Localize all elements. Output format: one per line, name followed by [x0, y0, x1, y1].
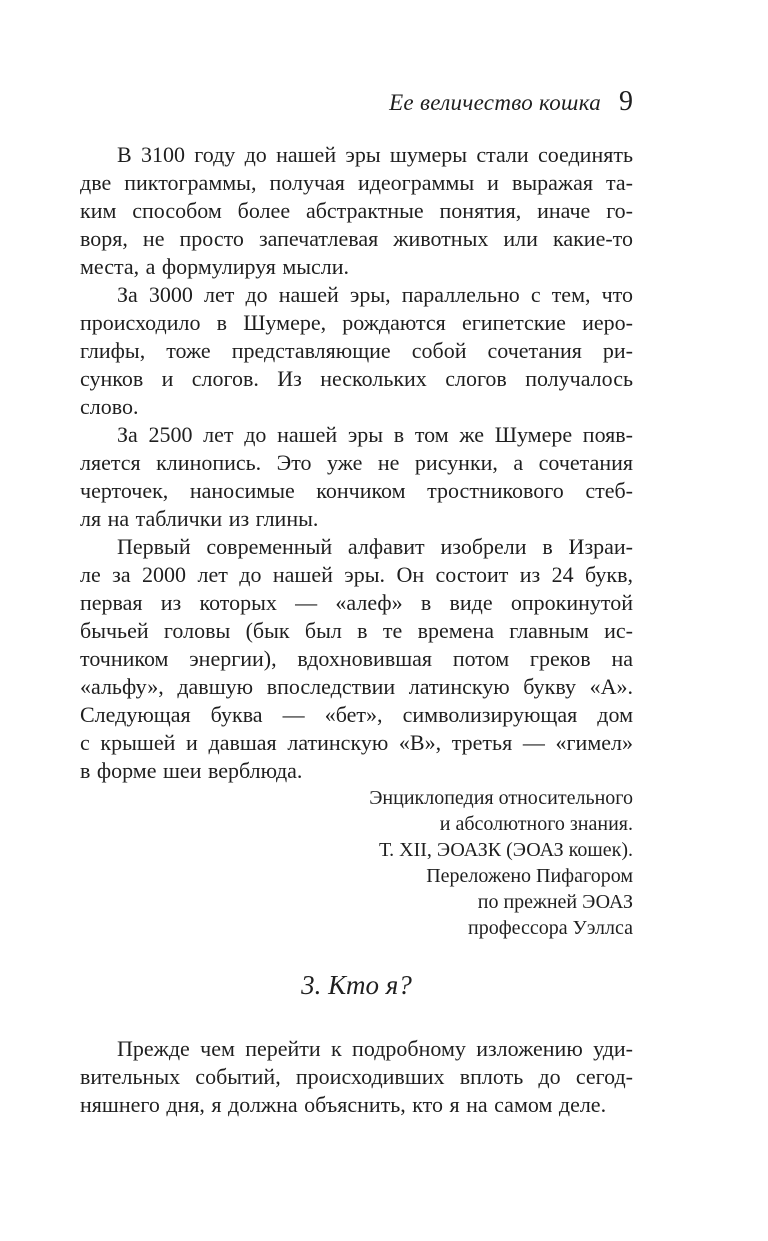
text-line: сунков и слогов. Из нескольких слогов получалось — [80, 366, 633, 391]
text-line: За 2500 лет до нашей эры в том же Шумере появ- — [117, 422, 633, 447]
paragraph — [80, 281, 633, 421]
text-line: В 3100 году до нашей эры шумеры стали соединять — [117, 142, 633, 167]
attribution-line: профессора Уэллса — [467, 917, 633, 939]
page-number: 9 — [619, 86, 633, 117]
running-title: Ее величество кошка — [389, 90, 601, 115]
text-line: Следующая буква — «бет», символизирующая дом — [80, 702, 633, 727]
text-line: происходило в Шумере, рождаются египетские иеро- — [80, 310, 633, 335]
text-line: «альфу», давшую впоследствии латинскую букву «А». — [80, 674, 633, 699]
text-line: воря, не просто запечатлевая животных или какие-то — [80, 226, 633, 251]
text-line: черточек, наносимые кончиком тростникового стеб- — [80, 478, 633, 503]
text-line: ляется клинопись. Это уже не рисунки, а сочетания — [80, 450, 633, 475]
text-line: в форме шеи верблюда. — [80, 758, 303, 783]
text-line: места, а формулируя мысли. — [80, 254, 350, 279]
text-line: няшнего дня, я должна объяснить, кто я на самом деле. — [80, 1092, 607, 1117]
attribution-line: Энциклопедия относительного — [369, 787, 633, 809]
text-column — [80, 141, 633, 1119]
running-header — [80, 86, 633, 116]
attribution-line: Т. XII, ЭОАЗК (ЭОАЗ кошек). — [378, 839, 633, 861]
text-line: две пиктограммы, получая идеограммы и выражая та- — [80, 170, 633, 195]
text-line: Прежде чем перейти к подробному изложению уди- — [117, 1036, 633, 1061]
attribution-line: и абсолютного знания. — [439, 813, 633, 835]
text-line: бычьей головы (бык был в те времена главным ис- — [80, 618, 633, 643]
text-line: Первый современный алфавит изобрели в Израи- — [117, 534, 633, 559]
text-line: ле за 2000 лет до нашей эры. Он состоит из 24 букв, — [80, 562, 633, 587]
text-line: глифы, тоже представляющие собой сочетания ри- — [80, 338, 633, 363]
closing-paragraph — [80, 1035, 633, 1119]
paragraph — [80, 533, 633, 785]
text-line: ким способом более абстрактные понятия, иначе го- — [80, 198, 633, 223]
text-line: ля на таблички из глины. — [80, 506, 319, 531]
text-line: первая из которых — «алеф» в виде опрокинутой — [80, 590, 633, 615]
text-line: точником энергии), вдохновившая потом греков на — [80, 646, 633, 671]
attribution-line: Переложено Пифагором — [426, 865, 633, 887]
text-line: вительных событий, происходивших вплоть до сегод- — [80, 1064, 633, 1089]
paragraph — [80, 141, 633, 281]
attribution-block — [80, 785, 633, 941]
paragraph — [80, 421, 633, 533]
chapter-heading: 3. Кто я? — [301, 970, 412, 1000]
text-line: слово. — [80, 394, 139, 419]
text-line: с крышей и давшая латинскую «В», третья — «гимел» — [80, 730, 633, 755]
attribution-line: по прежней ЭОАЗ — [477, 891, 633, 913]
text-line: За 3000 лет до нашей эры, параллельно с тем, что — [117, 282, 633, 307]
